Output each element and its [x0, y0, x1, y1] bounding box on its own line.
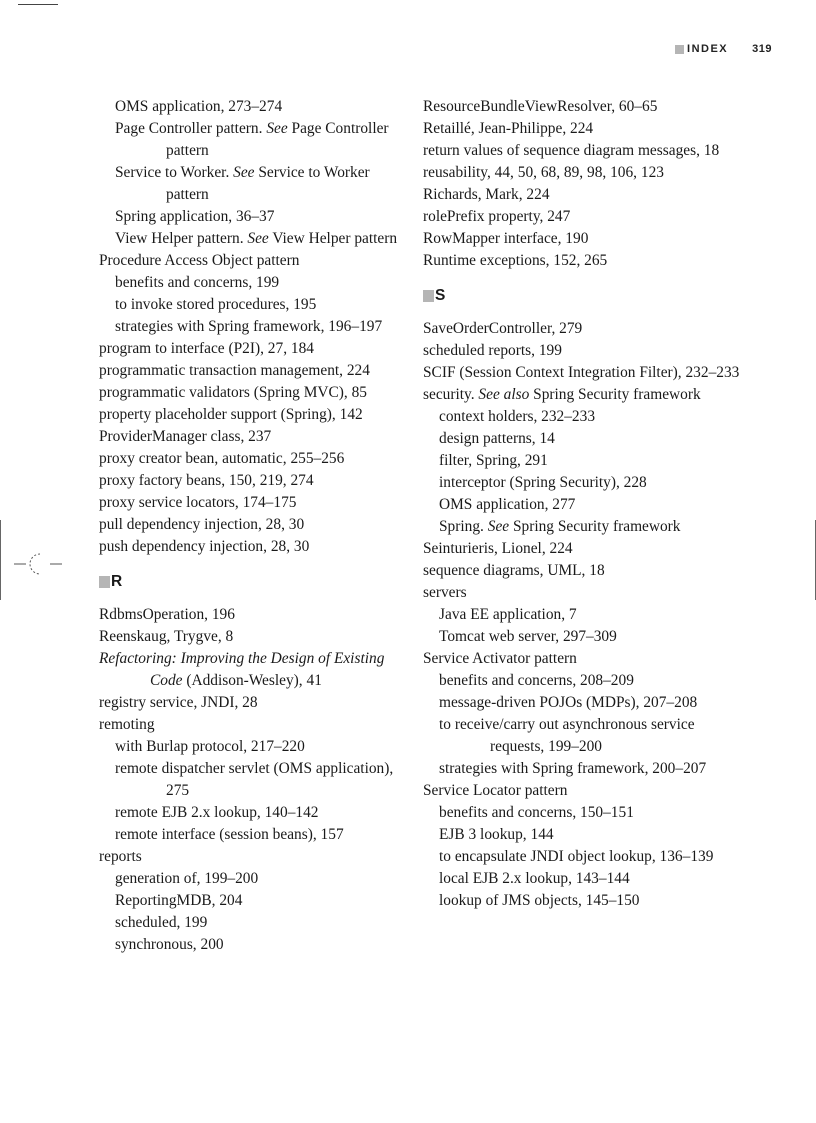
running-header — [675, 43, 772, 55]
index-entry — [423, 538, 743, 560]
entry-text: Retaillé, Jean-Philippe, 224 — [423, 120, 594, 137]
section-heading-s — [423, 285, 743, 307]
section-square-icon — [99, 576, 110, 588]
entry-text: Refactoring: Improving the Design of Existing Code — [99, 650, 385, 689]
index-entry — [423, 228, 743, 250]
crop-mark-top — [18, 4, 58, 5]
index-subentry — [439, 494, 743, 516]
index-subentry — [115, 316, 404, 338]
entry-text: scheduled reports, 199 — [423, 342, 562, 359]
index-subentry — [439, 868, 743, 890]
entry-text: SCIF (Session Context Integration Filter), 232–233 — [423, 364, 740, 381]
index-subentry — [439, 604, 743, 626]
index-entry — [99, 604, 404, 626]
index-subentry — [115, 824, 404, 846]
entry-text: Spring. — [439, 518, 488, 535]
index-entry — [99, 648, 404, 692]
entry-text: context holders, 232–233 — [439, 408, 596, 425]
entry-text: Seinturieris, Lionel, 224 — [423, 540, 573, 557]
entry-text: rolePrefix property, 247 — [423, 208, 571, 225]
index-subentry — [115, 118, 404, 162]
index-entry — [99, 846, 404, 868]
index-entry — [423, 340, 743, 362]
entry-text: SaveOrderController, 279 — [423, 320, 583, 337]
index-entry — [423, 780, 743, 802]
entry-text: to receive/carry out asynchronous service requests, 199–200 — [439, 716, 695, 755]
index-entry — [423, 318, 743, 340]
entry-text: Procedure Access Object pattern — [99, 252, 300, 269]
entry-text: pull dependency injection, 28, 30 — [99, 516, 305, 533]
index-subentry — [115, 162, 404, 206]
index-subentry — [439, 692, 743, 714]
index-entry — [99, 626, 404, 648]
entry-text: servers — [423, 584, 467, 601]
entry-text: See — [487, 518, 510, 535]
entry-text: benefits and concerns, 208–209 — [439, 672, 634, 689]
entry-text: generation of, 199–200 — [115, 870, 259, 887]
index-subentry — [115, 294, 404, 316]
entry-text: program to interface (P2I), 27, 184 — [99, 340, 314, 357]
index-entry — [99, 514, 404, 536]
entry-text: interceptor (Spring Security), 228 — [439, 474, 647, 491]
entry-text: Richards, Mark, 224 — [423, 186, 550, 203]
entry-text: local EJB 2.x lookup, 143–144 — [439, 870, 630, 887]
entry-text: ResourceBundleViewResolver, 60–65 — [423, 98, 658, 115]
index-subentry — [439, 626, 743, 648]
index-subentry — [115, 228, 404, 250]
index-entry — [99, 426, 404, 448]
index-subentry — [115, 802, 404, 824]
index-entry — [99, 536, 404, 558]
index-entry — [423, 184, 743, 206]
index-subentry — [439, 406, 743, 428]
registration-mark-icon — [14, 551, 62, 577]
entry-text: Page Controller pattern. — [115, 120, 267, 137]
entry-text: Runtime exceptions, 152, 265 — [423, 252, 608, 269]
index-subentry — [439, 846, 743, 868]
header-square-icon — [675, 45, 684, 54]
entry-text: push dependency injection, 28, 30 — [99, 538, 310, 555]
index-subentry — [115, 868, 404, 890]
entry-text: Spring Security framework — [529, 386, 701, 403]
entry-text: See — [247, 230, 269, 247]
entry-text: EJB 3 lookup, 144 — [439, 826, 554, 843]
header-section-title: INDEX — [687, 43, 729, 55]
index-entry — [99, 470, 404, 492]
index-column-left — [99, 96, 404, 956]
index-entry — [99, 250, 404, 272]
entry-text: filter, Spring, 291 — [439, 452, 548, 469]
index-subentry — [115, 890, 404, 912]
index-subentry — [439, 802, 743, 824]
entry-text: programmatic transaction management, 224 — [99, 362, 370, 379]
index-entry — [99, 404, 404, 426]
index-entry — [423, 560, 743, 582]
entry-text: proxy service locators, 174–175 — [99, 494, 297, 511]
index-subentry — [115, 206, 404, 228]
entry-text: View Helper pattern — [268, 230, 398, 247]
entry-text: remote EJB 2.x lookup, 140–142 — [115, 804, 319, 821]
page-number: 319 — [752, 43, 772, 55]
entry-text: Service Activator pattern — [423, 650, 577, 667]
entry-text: return values of sequence diagram messages, 18 — [423, 142, 720, 159]
entry-text: ProviderManager class, 237 — [99, 428, 272, 445]
section-letter: S — [435, 287, 446, 304]
entry-text: OMS application, 273–274 — [115, 98, 283, 115]
entry-text: programmatic validators (Spring MVC), 85 — [99, 384, 368, 401]
index-entry — [99, 448, 404, 470]
index-column-right — [423, 96, 743, 912]
entry-text: proxy factory beans, 150, 219, 274 — [99, 472, 314, 489]
section-square-icon — [423, 290, 434, 302]
index-entry — [423, 118, 743, 140]
entry-text: Service to Worker. — [115, 164, 234, 181]
entry-text: See — [266, 120, 288, 137]
entry-text: synchronous, 200 — [115, 936, 224, 953]
index-subentry — [115, 912, 404, 934]
index-subentry — [439, 472, 743, 494]
entry-text: Reenskaug, Trygve, 8 — [99, 628, 234, 645]
entry-text: scheduled, 199 — [115, 914, 208, 931]
entry-text: View Helper pattern. — [115, 230, 248, 247]
entry-text: (Addison-Wesley), 41 — [182, 672, 322, 689]
index-entry — [99, 492, 404, 514]
page-edge-left — [0, 520, 1, 600]
entry-text: registry service, JNDI, 28 — [99, 694, 258, 711]
entry-text: reports — [99, 848, 142, 865]
entry-text: with Burlap protocol, 217–220 — [115, 738, 305, 755]
index-subentry — [115, 758, 404, 802]
entry-text: reusability, 44, 50, 68, 89, 98, 106, 123 — [423, 164, 664, 181]
index-entry — [423, 362, 743, 384]
index-subentry — [439, 714, 743, 758]
index-subentry — [439, 450, 743, 472]
entry-text: RowMapper interface, 190 — [423, 230, 589, 247]
entry-text: remote interface (session beans), 157 — [115, 826, 344, 843]
entry-text: proxy creator bean, automatic, 255–256 — [99, 450, 345, 467]
index-entry — [423, 648, 743, 670]
index-entry — [423, 162, 743, 184]
index-entry — [99, 714, 404, 736]
index-subentry — [439, 890, 743, 912]
entry-text: See also — [478, 386, 530, 403]
index-entry — [99, 360, 404, 382]
entry-text: lookup of JMS objects, 145–150 — [439, 892, 640, 909]
index-subentry — [439, 670, 743, 692]
entry-text: to invoke stored procedures, 195 — [115, 296, 317, 313]
entry-text: Spring application, 36–37 — [115, 208, 275, 225]
entry-text: Page Controller pattern — [166, 120, 389, 159]
index-subentry — [115, 96, 404, 118]
index-entry — [423, 206, 743, 228]
entry-text: strategies with Spring framework, 200–207 — [439, 760, 707, 777]
entry-text: Java EE application, 7 — [439, 606, 577, 623]
index-entry — [99, 382, 404, 404]
entry-text: to encapsulate JNDI object lookup, 136–139 — [439, 848, 714, 865]
section-letter: R — [111, 573, 123, 590]
entry-text: Service to Worker pattern — [166, 164, 370, 203]
entry-text: property placeholder support (Spring), 142 — [99, 406, 363, 423]
entry-text: See — [233, 164, 255, 181]
entry-text: Tomcat web server, 297–309 — [439, 628, 617, 645]
entry-text: benefits and concerns, 150–151 — [439, 804, 634, 821]
entry-text: benefits and concerns, 199 — [115, 274, 280, 291]
entry-text: ReportingMDB, 204 — [115, 892, 243, 909]
index-subentry — [439, 758, 743, 780]
entry-text: design patterns, 14 — [439, 430, 555, 447]
entry-text: strategies with Spring framework, 196–197 — [115, 318, 383, 335]
index-entry — [423, 582, 743, 604]
entry-text: remoting — [99, 716, 155, 733]
index-subentry — [439, 428, 743, 450]
index-subentry — [115, 736, 404, 758]
index-entry — [423, 250, 743, 272]
index-subentry — [439, 516, 743, 538]
index-entry — [423, 96, 743, 118]
index-subentry — [439, 824, 743, 846]
index-subentry — [115, 934, 404, 956]
index-subentry — [115, 272, 404, 294]
section-heading-r — [99, 571, 404, 593]
entry-text: Service Locator pattern — [423, 782, 568, 799]
entry-text: RdbmsOperation, 196 — [99, 606, 235, 623]
entry-text: Spring Security framework — [509, 518, 681, 535]
entry-text: remote dispatcher servlet (OMS application), 275 — [115, 760, 394, 799]
entry-text: sequence diagrams, UML, 18 — [423, 562, 605, 579]
index-entry — [423, 384, 743, 406]
index-entry — [423, 140, 743, 162]
index-entry — [99, 692, 404, 714]
entry-text: OMS application, 277 — [439, 496, 576, 513]
entry-text: security. — [423, 386, 479, 403]
index-entry — [99, 338, 404, 360]
entry-text: message-driven POJOs (MDPs), 207–208 — [439, 694, 698, 711]
